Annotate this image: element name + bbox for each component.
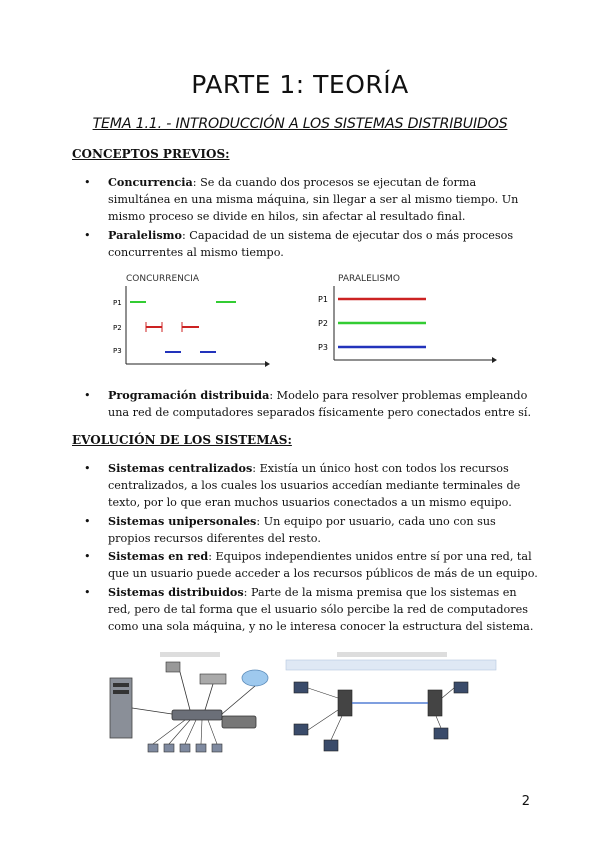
list-item-centralizados: • Sistemas centralizados: Existía un único host con todos los recursos centralizados, a los cuales los usuarios accedían mediante terminales de texto, por lo que eran muchos usuarios conectados a un mismo equipo.	[84, 461, 521, 509]
terminal-icon	[180, 744, 190, 752]
definition: : Modelo para resolver problemas empleando una red de computadores separados físicamente pero conectados entre sí.	[108, 389, 532, 419]
term: Sistemas distribuidos	[108, 585, 244, 599]
computer-icon	[454, 682, 468, 693]
section-heading-conceptos: CONCEPTOS PREVIOS:	[72, 147, 230, 161]
distributed-system-illustration	[282, 648, 502, 770]
page-number: 2	[521, 794, 530, 809]
concurrency-diagram	[110, 268, 270, 373]
centralized-system-illustration	[100, 648, 270, 770]
term: Paralelismo	[108, 228, 182, 242]
label-p3: P3	[113, 347, 122, 355]
term: Programación distribuida	[108, 388, 270, 402]
list-item-paralelismo: • Paralelismo: Capacidad de un sistema de ejecutar dos o más procesos concurrentes al mismo tiempo.	[84, 228, 514, 259]
list-item-unipersonales: • Sistemas unipersonales: Un equipo por usuario, cada uno con sus propios recursos diferentes del resto.	[84, 514, 496, 545]
term: Sistemas centralizados	[108, 461, 253, 475]
definition: : Existía un único host con todos los recursos centralizados, a los cuales los usuarios accedían mediante terminales de texto, por lo que eran muchos usuarios conectados a un mismo equipo.	[108, 462, 521, 509]
printer-icon	[166, 662, 180, 672]
switch-icon	[172, 710, 222, 720]
definition: : Equipos independientes unidos entre sí por una red, tal que un usuario puede acceder a los recursos públicos de más de un equipo.	[108, 550, 538, 580]
terminal-icon	[164, 744, 174, 752]
router-icon	[222, 716, 256, 728]
parallelism-title: PARALELISMO	[338, 274, 400, 284]
terminal-icon	[212, 744, 222, 752]
server-icon	[338, 690, 352, 716]
label-p1: P1	[113, 299, 122, 307]
section-heading-evolucion: EVOLUCIÓN DE LOS SISTEMAS:	[72, 433, 292, 447]
label-p2: P2	[318, 319, 328, 328]
computer-icon	[294, 682, 308, 693]
network-band	[286, 660, 496, 670]
terminal-icon	[148, 744, 158, 752]
concurrency-title: CONCURRENCIA	[126, 274, 199, 284]
page-subtitle: TEMA 1.1. - INTRODUCCIÓN A LOS SISTEMAS DISTRIBUIDOS	[92, 116, 508, 132]
terminal-icon	[196, 744, 206, 752]
list-item-distribuidos: • Sistemas distribuidos: Parte de la misma premisa que los sistemas en red, pero de tal forma que el usuario sólo percibe la red de computadores como una sola máquina, y no le interesa conocer la estructura del sistema.	[84, 585, 534, 633]
term: Sistemas en red	[108, 549, 209, 563]
cloud-icon	[242, 670, 268, 686]
page-title: PARTE 1: TEORÍA	[191, 70, 409, 99]
term: Sistemas unipersonales	[108, 514, 257, 528]
definition: : Parte de la misma premisa que los sistemas en red, pero de tal forma que el usuario sólo percibe la red de computadores como una sola máquina, y no le interesa conocer la estructura del sistema.	[108, 586, 534, 633]
label-p1: P1	[318, 295, 328, 304]
term: Concurrencia	[108, 175, 193, 189]
list-item-programacion-distribuida: • Programación distribuida: Modelo para resolver problemas empleando una red de computadores separados físicamente pero conectados entre sí.	[84, 388, 532, 419]
list-item-en-red: • Sistemas en red: Equipos independientes unidos entre sí por una red, tal que un usuario puede acceder a los recursos públicos de más de un equipo.	[84, 549, 538, 580]
list-item-concurrencia: • Concurrencia: Se da cuando dos procesos se ejecutan de forma simultánea en una misma máquina, sin llegar a ser al mismo tiempo. Un mismo proceso se divide en hilos, sin afectar al resultado final.	[84, 175, 519, 223]
definition: : Se da cuando dos procesos se ejecutan de forma simultánea en una misma máquina, sin llegar a ser al mismo tiempo. Un mismo proceso se divide en hilos, sin afectar al resultado final.	[108, 176, 519, 223]
definition: : Un equipo por usuario, cada uno con sus propios recursos diferentes del resto.	[108, 515, 496, 545]
label-p2: P2	[113, 324, 122, 332]
server-icon	[428, 690, 442, 716]
label-p3: P3	[318, 343, 328, 352]
definition: : Capacidad de un sistema de ejecutar dos o más procesos concurrentes al mismo tiempo.	[108, 229, 514, 259]
computer-icon	[324, 740, 338, 751]
computer-icon	[294, 724, 308, 735]
computer-icon	[434, 728, 448, 739]
parallelism-diagram	[308, 268, 498, 373]
printer-icon	[200, 674, 226, 684]
